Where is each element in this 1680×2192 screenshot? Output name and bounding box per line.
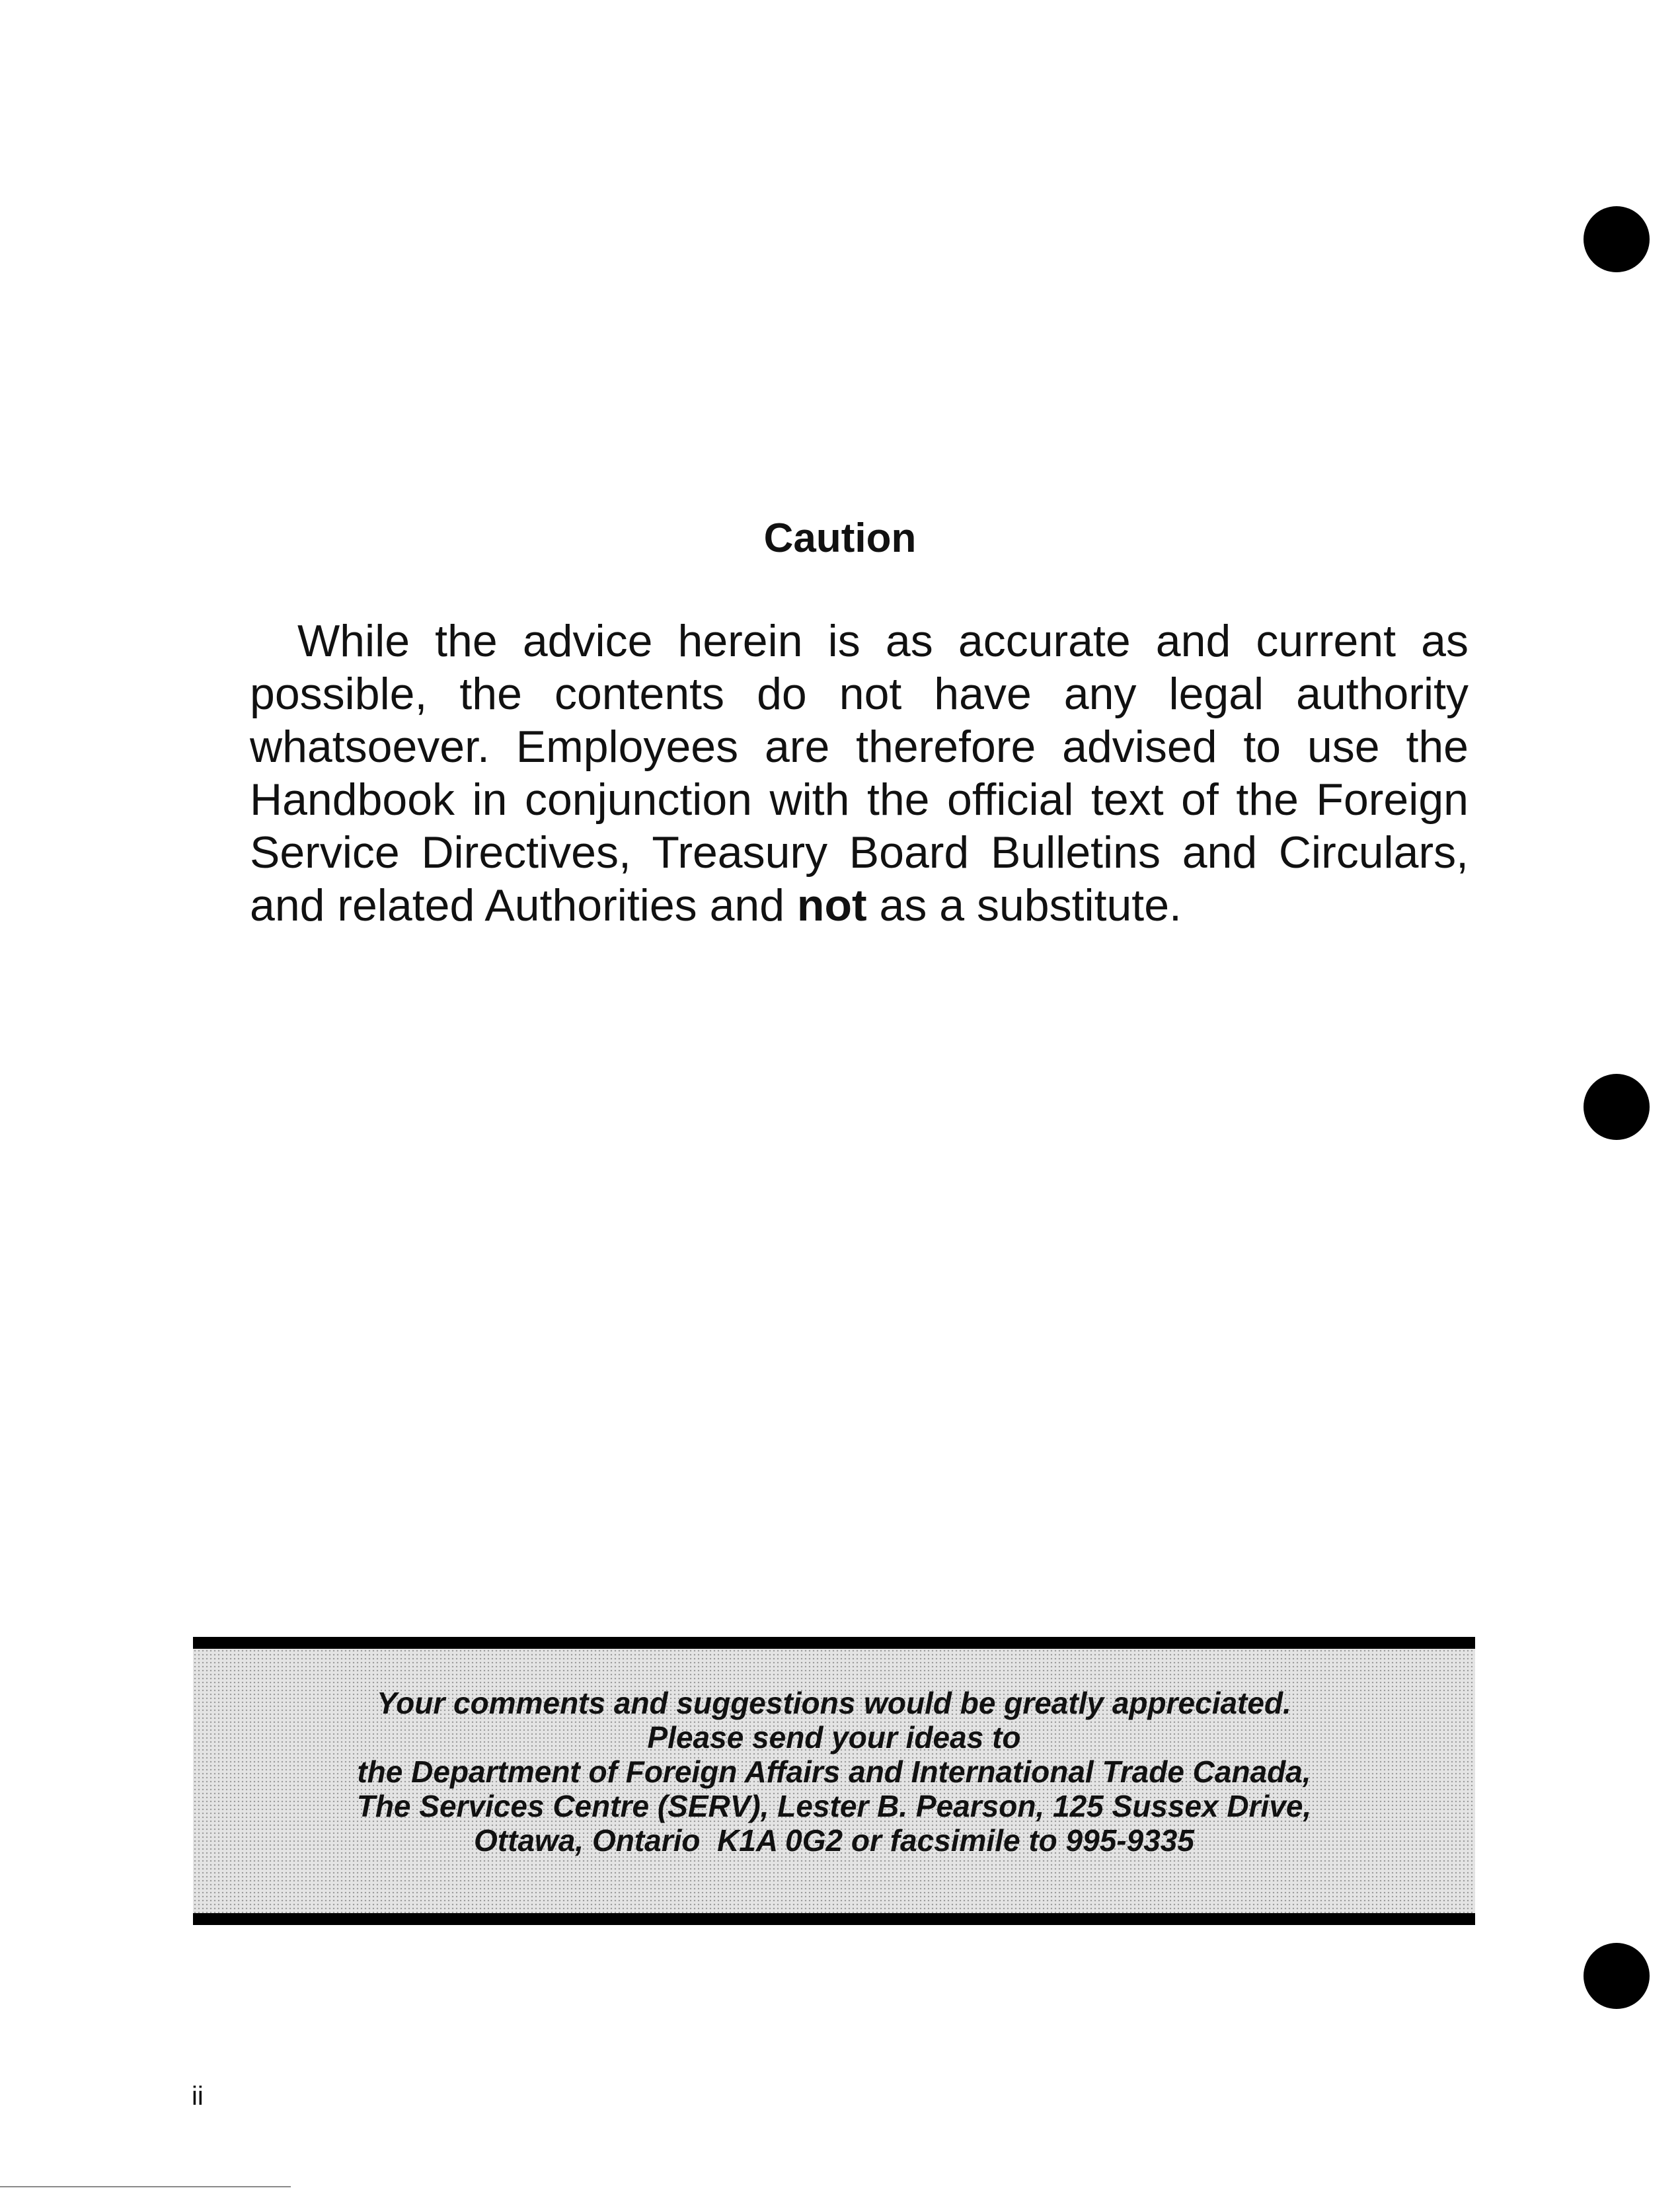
- comments-line-2: Please send your ideas to: [647, 1720, 1021, 1755]
- caution-text-start: While the advice herein is as accurate and current as possible, the contents do not have any legal authority whatsoever. Employees are therefore advised to use the Handbook in conjunction with the official text of the Foreign Service Directives, Treasury Board Bulletins and Circulars, and related Authorities and: [250, 616, 1469, 930]
- punch-hole-middle: [1584, 1074, 1650, 1140]
- caution-text-emphasis: not: [796, 880, 867, 930]
- punch-hole-top: [1584, 206, 1650, 272]
- comments-line-3: the Department of Foreign Affairs and International Trade Canada,: [357, 1755, 1311, 1789]
- caution-title: Caution: [763, 515, 917, 561]
- caution-text-end: as a substitute.: [866, 880, 1182, 930]
- comments-line-4: The Services Centre (SERV), Lester B. Pearson, 125 Sussex Drive,: [356, 1789, 1312, 1823]
- comments-box: [193, 1637, 1475, 1925]
- comments-line-1: Your comments and suggestions would be greatly appreciated.: [377, 1686, 1291, 1720]
- punch-hole-bottom: [1584, 1943, 1650, 2009]
- scan-edge-line: [0, 2186, 291, 2187]
- caution-paragraph: [250, 615, 1469, 932]
- comments-line-5: Ottawa, Ontario K1A 0G2 or facsimile to 995-9335: [474, 1823, 1194, 1858]
- comments-text: [193, 1686, 1475, 1858]
- page-number: ii: [192, 2082, 204, 2111]
